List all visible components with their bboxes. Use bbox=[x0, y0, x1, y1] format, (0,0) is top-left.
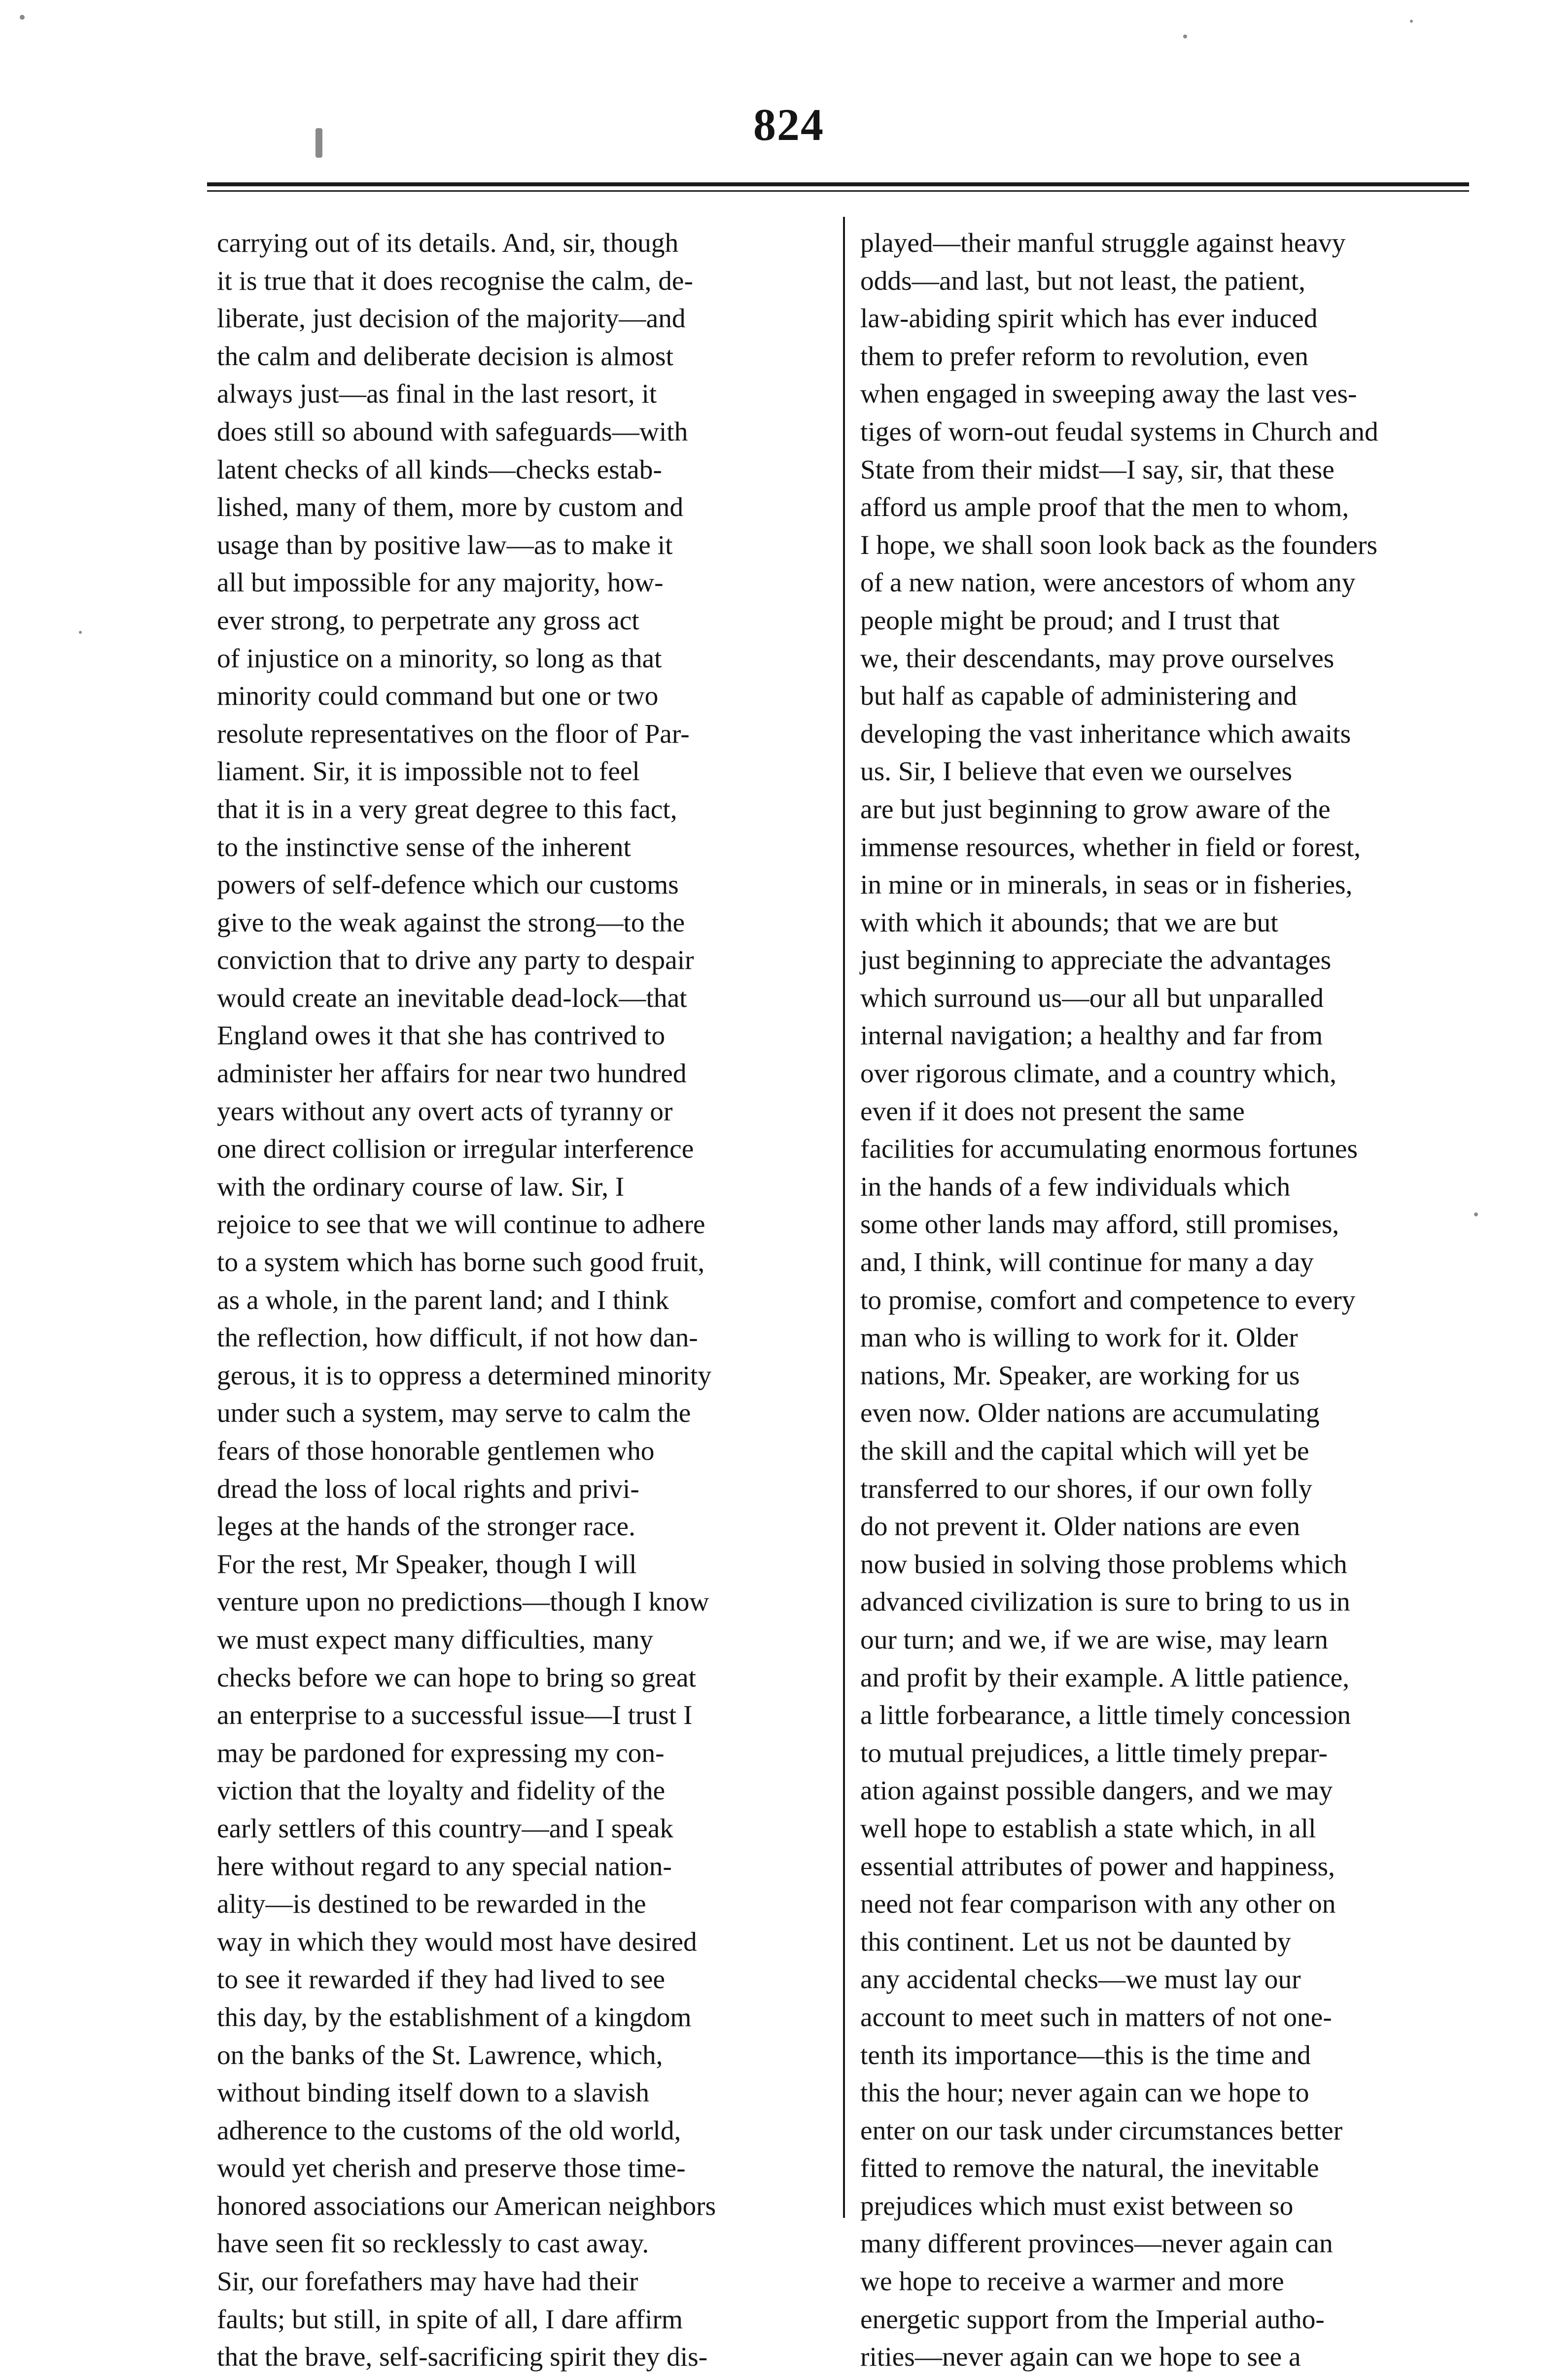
right-column-line: the skill and the capital which will yet be bbox=[860, 1436, 1309, 1466]
right-column-line: we, their descendants, may prove ourselves bbox=[860, 643, 1334, 673]
right-column-line: are but just beginning to grow aware of the bbox=[860, 793, 1331, 824]
left-column-line: dread the loss of local rights and privi- bbox=[217, 1473, 639, 1504]
left-column-line: checks before we can hope to bring so great bbox=[217, 1662, 697, 1692]
right-column-line: when engaged in sweeping away the last ves- bbox=[860, 379, 1357, 409]
right-column-line: afford us ample proof that the men to whom, bbox=[860, 492, 1349, 522]
scan-speckle bbox=[1474, 1212, 1478, 1216]
left-column-line: would create an inevitable dead-lock—that bbox=[217, 982, 687, 1013]
right-column-line: well hope to establish a state which, in all bbox=[860, 1813, 1316, 1843]
right-column-line: them to prefer reform to revolution, even bbox=[860, 341, 1308, 371]
right-column-line: fitted to remove the natural, the inevitable bbox=[860, 2153, 1319, 2183]
right-column-line: we hope to receive a warmer and more bbox=[860, 2266, 1284, 2297]
right-column-line: tenth its importance—this is the time and bbox=[860, 2039, 1311, 2070]
left-column-line: of injustice on a minority, so long as that bbox=[217, 643, 662, 673]
right-column-line: people might be proud; and I trust that bbox=[860, 605, 1280, 635]
right-column-line: to promise, comfort and competence to every bbox=[860, 1284, 1356, 1315]
right-column-line: State from their midst—I say, sir, that these bbox=[860, 454, 1334, 484]
right-column bbox=[860, 224, 1462, 2376]
right-column-line: even if it does not present the same bbox=[860, 1096, 1245, 1126]
right-column-line: over rigorous climate, and a country which, bbox=[860, 1058, 1336, 1089]
left-column-line: rejoice to see that we will continue to adhere bbox=[217, 1209, 705, 1240]
left-column-line: here without regard to any special nation- bbox=[217, 1851, 672, 1881]
left-column-line: the calm and deliberate decision is almost bbox=[217, 341, 673, 371]
left-column-line: liberate, just decision of the majority—and bbox=[217, 303, 686, 334]
right-column-line: of a new nation, were ancestors of whom any bbox=[860, 567, 1356, 598]
left-column-line: that the brave, self-sacrificing spirit they dis- bbox=[217, 2342, 708, 2372]
left-column-line: Sir, our forefathers may have had their bbox=[217, 2266, 638, 2297]
scan-speckle bbox=[1410, 20, 1413, 23]
right-column-line: ation against possible dangers, and we may bbox=[860, 1775, 1333, 1806]
left-column-line: liament. Sir, it is impossible not to feel bbox=[217, 756, 640, 787]
left-column-line: always just—as final in the last resort, it bbox=[217, 379, 657, 409]
left-column-line: without binding itself down to a slavish bbox=[217, 2077, 649, 2108]
left-column-line: England owes it that she has contrived to bbox=[217, 1020, 666, 1051]
left-column-line: honored associations our American neighbors bbox=[217, 2190, 716, 2221]
right-column-line: just beginning to appreciate the advantages bbox=[860, 945, 1332, 975]
right-column-line: law-abiding spirit which has ever induced bbox=[860, 303, 1318, 334]
right-column-line: odds—and last, but not least, the patient, bbox=[860, 265, 1306, 296]
right-column-line: many different provinces—never again can bbox=[860, 2228, 1333, 2259]
left-column-line: resolute representatives on the floor of Par- bbox=[217, 718, 690, 749]
left-column-line: years without any overt acts of tyranny or bbox=[217, 1096, 673, 1126]
right-column-line: immense resources, whether in field or forest, bbox=[860, 831, 1361, 862]
right-column-line: some other lands may afford, still promises, bbox=[860, 1209, 1339, 1240]
left-column-line: an enterprise to a successful issue—I trust I bbox=[217, 1700, 693, 1730]
right-column-line: developing the vast inheritance which awaits bbox=[860, 718, 1351, 749]
left-column-line: faults; but still, in spite of all, I dare affirm bbox=[217, 2304, 683, 2334]
right-column-line: essential attributes of power and happiness, bbox=[860, 1851, 1335, 1881]
right-column-line: in mine or in minerals, in seas or in fisheries, bbox=[860, 869, 1353, 900]
left-column-line: way in which they would most have desired bbox=[217, 1926, 697, 1957]
left-column-line: this day, by the establishment of a kingdom bbox=[217, 2001, 692, 2032]
right-column-line: transferred to our shores, if our own folly bbox=[860, 1473, 1312, 1504]
left-column-line: leges at the hands of the stronger race. bbox=[217, 1511, 635, 1542]
left-column-line: carrying out of its details. And, sir, though bbox=[217, 228, 679, 258]
right-column-line: now busied in solving those problems which bbox=[860, 1549, 1347, 1579]
left-column-line: latent checks of all kinds—checks estab- bbox=[217, 454, 662, 484]
right-column-line: need not fear comparison with any other on bbox=[860, 1889, 1336, 1919]
right-column-line: I hope, we shall soon look back as the founders bbox=[860, 529, 1378, 560]
right-column-line: advanced civilization is sure to bring to us in bbox=[860, 1587, 1350, 1617]
left-column-line: may be pardoned for expressing my con- bbox=[217, 1737, 665, 1768]
right-column-line: do not prevent it. Older nations are even bbox=[860, 1511, 1300, 1542]
left-column-line: with the ordinary course of law. Sir, I bbox=[217, 1171, 625, 1202]
scan-speckle bbox=[20, 15, 25, 20]
right-column-line: with which it abounds; that we are but bbox=[860, 907, 1278, 937]
right-column-line: any accidental checks—we must lay our bbox=[860, 1964, 1301, 1995]
right-column-line: to mutual prejudices, a little timely prepar- bbox=[860, 1737, 1328, 1768]
left-column-line: minority could command but one or two bbox=[217, 681, 659, 711]
right-column-line: internal navigation; a healthy and far from bbox=[860, 1020, 1323, 1051]
left-column-line: administer her affairs for near two hundred bbox=[217, 1058, 687, 1089]
left-column bbox=[217, 224, 818, 2376]
right-column-line: tiges of worn-out feudal systems in Church and bbox=[860, 416, 1378, 447]
right-column-line: us. Sir, I believe that even we ourselves bbox=[860, 756, 1293, 787]
left-column-line: lished, many of them, more by custom and bbox=[217, 492, 684, 522]
right-column-line: which surround us—our all but unparalled bbox=[860, 982, 1324, 1013]
right-column-line: account to meet such in matters of not one- bbox=[860, 2001, 1332, 2032]
left-column-line: one direct collision or irregular interference bbox=[217, 1134, 694, 1164]
left-column-line: as a whole, in the parent land; and I think bbox=[217, 1284, 669, 1315]
left-column-line: conviction that to drive any party to despair bbox=[217, 945, 694, 975]
left-column-line: on the banks of the St. Lawrence, which, bbox=[217, 2039, 663, 2070]
right-column-line: rities—never again can we hope to see a bbox=[860, 2342, 1301, 2372]
left-column-line: For the rest, Mr Speaker, though I will bbox=[217, 1549, 637, 1579]
right-column-line: man who is willing to work for it. Older bbox=[860, 1322, 1298, 1353]
left-column-line: early settlers of this country—and I speak bbox=[217, 1813, 673, 1843]
left-column-line: have seen fit so recklessly to cast away. bbox=[217, 2228, 649, 2259]
right-column-line: in the hands of a few individuals which bbox=[860, 1171, 1291, 1202]
right-column-line: enter on our task under circumstances better bbox=[860, 2115, 1343, 2145]
header-rule-secondary bbox=[207, 190, 1469, 192]
left-column-line: to see it rewarded if they had lived to see bbox=[217, 1964, 665, 1995]
left-column-line: under such a system, may serve to calm the bbox=[217, 1398, 691, 1428]
left-column-line: we must expect many difficulties, many bbox=[217, 1624, 654, 1655]
right-column-line: and profit by their example. A little patience, bbox=[860, 1662, 1350, 1692]
right-column-line: facilities for accumulating enormous fortunes bbox=[860, 1134, 1358, 1164]
right-column-line: this continent. Let us not be daunted by bbox=[860, 1926, 1291, 1957]
left-column-line: powers of self-defence which our customs bbox=[217, 869, 679, 900]
left-column-line: to the instinctive sense of the inherent bbox=[217, 831, 631, 862]
right-column-line: played—their manful struggle against heavy bbox=[860, 228, 1346, 258]
right-column-line: and, I think, will continue for many a day bbox=[860, 1247, 1314, 1277]
left-column-line: give to the weak against the strong—to the bbox=[217, 907, 685, 937]
left-column-line: gerous, it is to oppress a determined minority bbox=[217, 1360, 712, 1390]
right-column-line: energetic support from the Imperial autho- bbox=[860, 2304, 1325, 2334]
left-column-line: venture upon no predictions—though I know bbox=[217, 1587, 709, 1617]
left-column-line: the reflection, how difficult, if not how dan- bbox=[217, 1322, 698, 1353]
right-column-line: even now. Older nations are accumulating bbox=[860, 1398, 1320, 1428]
left-column-line: that it is in a very great degree to this fact, bbox=[217, 793, 677, 824]
left-column-line: would yet cherish and preserve those time- bbox=[217, 2153, 686, 2183]
scan-speckle bbox=[1183, 34, 1187, 38]
left-column-line: it is true that it does recognise the calm, de- bbox=[217, 265, 693, 296]
left-column-line: usage than by positive law—as to make it bbox=[217, 529, 673, 560]
page-number: 824 bbox=[753, 100, 824, 150]
left-column-line: all but impossible for any majority, how- bbox=[217, 567, 664, 598]
left-column-line: does still so abound with safeguards—with bbox=[217, 416, 688, 447]
right-column-line: our turn; and we, if we are wise, may learn bbox=[860, 1624, 1328, 1655]
right-column-line: this the hour; never again can we hope to bbox=[860, 2077, 1309, 2108]
left-column-line: fears of those honorable gentlemen who bbox=[217, 1436, 655, 1466]
scan-speckle bbox=[79, 631, 82, 634]
column-divider bbox=[843, 217, 845, 2218]
right-column-line: but half as capable of administering and bbox=[860, 681, 1297, 711]
scan-speckle bbox=[316, 128, 322, 158]
left-column-line: adherence to the customs of the old world, bbox=[217, 2115, 681, 2145]
left-column-line: to a system which has borne such good fruit, bbox=[217, 1247, 705, 1277]
left-column-line: ever strong, to perpetrate any gross act bbox=[217, 605, 639, 635]
left-column-line: ality—is destined to be rewarded in the bbox=[217, 1889, 646, 1919]
right-column-line: a little forbearance, a little timely concession bbox=[860, 1700, 1351, 1730]
right-column-line: nations, Mr. Speaker, are working for us bbox=[860, 1360, 1300, 1390]
left-column-line: viction that the loyalty and fidelity of the bbox=[217, 1775, 666, 1806]
header-rule bbox=[207, 182, 1469, 186]
right-column-line: prejudices which must exist between so bbox=[860, 2190, 1294, 2221]
